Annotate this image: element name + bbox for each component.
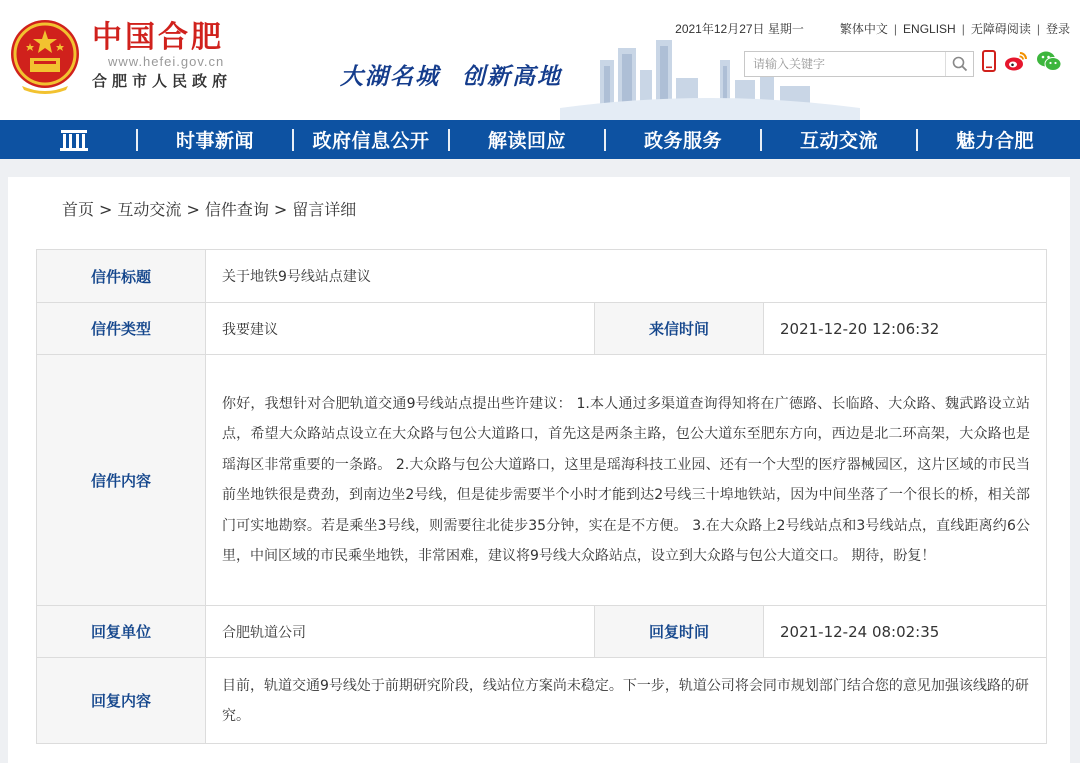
traditional-chinese-link[interactable]: 繁体中文 bbox=[839, 22, 888, 36]
letter-title-label: 信件标题 bbox=[37, 250, 206, 303]
nav-item-interaction[interactable]: 互动交流 bbox=[799, 130, 878, 152]
breadcrumb-letter-query[interactable]: 信件查询 bbox=[204, 200, 269, 219]
site-url: www.hefei.gov.cn bbox=[108, 54, 225, 69]
reply-unit-label: 回复单位 bbox=[37, 606, 206, 658]
site-org: 合肥市人民政府 bbox=[92, 72, 233, 90]
nav-item-charm-hefei[interactable]: 魅力合肥 bbox=[955, 130, 1034, 152]
separator: | bbox=[961, 21, 965, 36]
reply-time-value: 2021-12-24 08:02:35 bbox=[764, 606, 1047, 658]
reply-content-value: 目前，轨道交通9号线处于前期研究阶段，线站位方案尚未稳定。下一步，轨道公司将会同市规划部门结合您的意见加强该线路的研究。 bbox=[206, 658, 1047, 744]
separator: | bbox=[893, 21, 898, 36]
mobile-app-link[interactable] bbox=[982, 50, 996, 72]
reply-content-label: 回复内容 bbox=[37, 658, 206, 744]
table-row bbox=[37, 658, 1047, 744]
letter-type-label: 信件类型 bbox=[37, 303, 206, 355]
breadcrumb-separator: > bbox=[99, 200, 113, 219]
site-name: 中国合肥 bbox=[92, 20, 224, 55]
home-nav-link[interactable] bbox=[36, 120, 112, 159]
nav-divider bbox=[448, 129, 450, 151]
slogan bbox=[340, 58, 562, 91]
slogan-part-1: 大湖名城 bbox=[340, 63, 440, 90]
reply-time-label: 回复时间 bbox=[595, 606, 764, 658]
top-utility-bar bbox=[675, 20, 1070, 37]
letter-content-label: 信件内容 bbox=[37, 355, 206, 606]
nav-divider bbox=[136, 129, 138, 151]
site-header bbox=[0, 0, 1080, 120]
nav-divider bbox=[604, 129, 606, 151]
breadcrumb-separator: > bbox=[186, 200, 200, 219]
slogan-part-2: 创新高地 bbox=[462, 63, 562, 90]
weibo-icon bbox=[1004, 50, 1028, 72]
nav-divider bbox=[760, 129, 762, 151]
table-row bbox=[37, 250, 1047, 303]
nav-item-interpretation[interactable]: 解读回应 bbox=[487, 130, 566, 152]
search-icon bbox=[952, 56, 968, 72]
nav-item-news[interactable]: 时事新闻 bbox=[175, 130, 254, 152]
breadcrumb-current: 留言详细 bbox=[292, 200, 357, 219]
nav-divider bbox=[916, 129, 918, 151]
letter-content-value: 你好，我想针对合肥轨道交通9号线站点提出些许建议： 1.本人通过多渠道查询得知将在广德路、长临路、大众路、魏武路设立站点，希望大众路站点设立在大众路与包公大道路口，首先这是两条主路，包公大道东至肥东方向，西边是北二环高架，大众路也是瑶海区非常重要的一条路。 2.大众路与包公大道路口，这里是瑶海科技工业园、还有一个大型的医疗器械园区，这片区域的市民当前坐地铁很是费劲，到南边坐2号线，但是徒步需要半个小时才能到达2号线三十埠地铁站，因为中间坐落了一个很长的桥，相关部门可实地勘察。若是乘坐3号线，则需要往北徒步35分钟，实在是不方便。 3.在大众路上2号线站点和3号线站点，直线距离约6公里，中间区域的市民乘坐地铁，非常困难，建议将9号线大众路站点，设立到大众路与包公大道交口。 期待，盼复！ bbox=[206, 355, 1047, 606]
table-row bbox=[37, 355, 1047, 606]
mobile-phone-icon bbox=[982, 50, 996, 72]
letter-title-value: 关于地铁9号线站点建议 bbox=[206, 250, 1047, 303]
english-link[interactable]: ENGLISH bbox=[903, 21, 956, 36]
sent-time-label: 来信时间 bbox=[595, 303, 764, 355]
breadcrumb-home[interactable]: 首页 bbox=[62, 200, 95, 219]
table-row bbox=[37, 303, 1047, 355]
home-building-icon bbox=[59, 127, 89, 153]
social-links bbox=[982, 50, 1062, 72]
breadcrumb bbox=[62, 197, 356, 220]
letter-type-value: 我要建议 bbox=[206, 303, 595, 355]
login-link[interactable]: 登录 bbox=[1045, 22, 1070, 36]
nav-item-gov-info[interactable]: 政府信息公开 bbox=[312, 130, 430, 152]
main-content bbox=[8, 177, 1070, 763]
separator: | bbox=[1036, 21, 1040, 36]
breadcrumb-separator: > bbox=[273, 200, 288, 219]
letter-detail-table bbox=[36, 249, 1047, 744]
accessibility-link[interactable]: 无障碍阅读 bbox=[970, 22, 1031, 36]
nav-divider bbox=[292, 129, 294, 151]
reply-unit-value: 合肥轨道公司 bbox=[206, 606, 595, 658]
current-date: 2021年12月27日 星期一 bbox=[675, 22, 804, 36]
nav-item-services[interactable]: 政务服务 bbox=[643, 130, 722, 152]
search-input[interactable] bbox=[745, 52, 945, 76]
weibo-link[interactable] bbox=[1004, 50, 1028, 72]
main-nav bbox=[0, 120, 1080, 159]
national-emblem-icon bbox=[8, 16, 82, 96]
sent-time-value: 2021-12-20 12:06:32 bbox=[764, 303, 1047, 355]
wechat-link[interactable] bbox=[1036, 50, 1062, 72]
search-button[interactable] bbox=[945, 52, 973, 76]
wechat-icon bbox=[1036, 50, 1062, 72]
breadcrumb-interaction[interactable]: 互动交流 bbox=[117, 200, 182, 219]
table-row bbox=[37, 606, 1047, 658]
search-box bbox=[744, 51, 974, 77]
